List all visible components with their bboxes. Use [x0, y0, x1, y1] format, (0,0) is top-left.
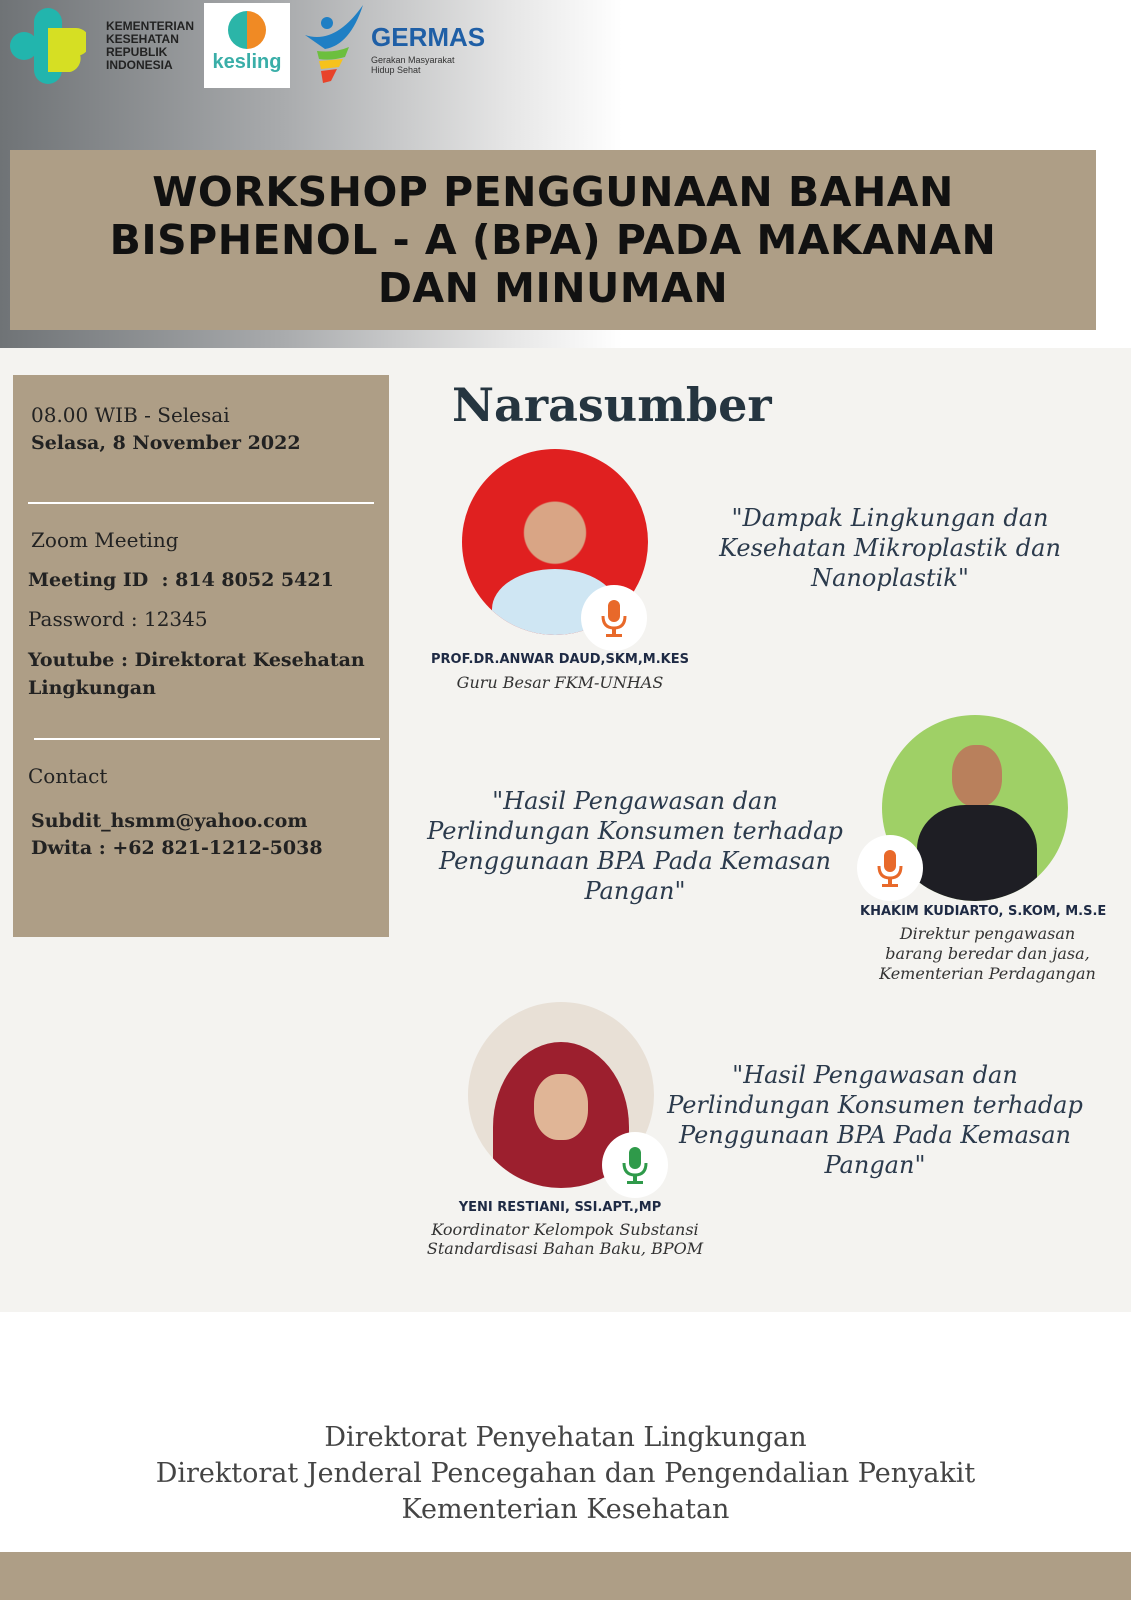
speaker-name: YENI RESTIANI, SSI.APT.,MP: [458, 1200, 662, 1215]
kesling-text: kesling: [212, 51, 282, 73]
contact-label: Contact: [28, 764, 108, 788]
title-banner: [10, 150, 1096, 330]
contact-phone[interactable]: Dwita : +62 821-1212-5038: [31, 837, 323, 859]
kesling-mark-icon: [228, 11, 266, 49]
footer-line: Direktorat Jenderal Pencegahan dan Pengendalian Penyakit: [155, 1458, 976, 1489]
microphone-icon: [581, 585, 647, 651]
kemenkes-mark-icon: [10, 8, 86, 84]
password: Password : 12345: [28, 607, 208, 631]
event-date: Selasa, 8 November 2022: [31, 432, 301, 454]
speaker-topic: "Hasil Pengawasan dan Perlindungan Konsumen terhadap Penggunaan BPA Pada Kemasan Pangan": [667, 1061, 1083, 1179]
germas-subtitle: Gerakan Masyarakat Hidup Sehat: [371, 55, 455, 75]
footer-organizer: [0, 1420, 1131, 1528]
speaker-name: KHAKIM KUDIARTO, S.KOM, M.S.E: [860, 904, 1107, 919]
kesling-logo: [204, 3, 290, 88]
bottom-bar: [0, 1552, 1131, 1600]
divider: [28, 502, 374, 504]
header: [0, 0, 1131, 348]
germas-logo: [305, 5, 485, 85]
speaker-topic: "Dampak Lingkungan dan Kesehatan Mikroplastik dan Nanoplastik": [719, 504, 1061, 592]
speakers-heading: Narasumber: [452, 378, 772, 432]
germas-text: GERMAS: [371, 22, 486, 52]
microphone-icon: [857, 835, 923, 901]
kemenkes-text: KEMENTERIAN KESEHATAN REPUBLIK INDONESIA: [106, 19, 195, 72]
germas-mark-icon: [305, 5, 367, 85]
event-time: 08.00 WIB - Selesai: [31, 403, 230, 427]
footer-line: Kementerian Kesehatan: [401, 1494, 730, 1525]
speaker-role: Guru Besar FKM-UNHAS: [456, 673, 664, 692]
platform-label: Zoom Meeting: [31, 528, 179, 552]
divider: [34, 738, 380, 740]
event-info-card: [13, 375, 389, 937]
meeting-id[interactable]: Meeting ID : 814 8052 5421: [28, 569, 334, 591]
youtube-channel[interactable]: Youtube : Direktorat Kesehatan Lingkungan: [28, 649, 365, 699]
speaker-role: Direktur pengawasan barang beredar dan jasa, Kementerian Perdagangan: [879, 924, 1096, 983]
footer-line: Direktorat Penyehatan Lingkungan: [324, 1422, 807, 1453]
speaker-name: PROF.DR.ANWAR DAUD,SKM,M.KES: [430, 652, 689, 667]
page-title: WORKSHOP PENGGUNAAN BAHAN BISPHENOL - A (BPA) PADA MAKANAN DAN MINUMAN: [109, 168, 997, 312]
speaker-role: Koordinator Kelompok Substansi Standardisasi Bahan Baku, BPOM: [426, 1220, 704, 1258]
kemenkes-logo: [10, 6, 195, 86]
speaker-topic: "Hasil Pengawasan dan Perlindungan Konsumen terhadap Penggunaan BPA Pada Kemasan Pangan": [427, 787, 843, 905]
microphone-icon: [602, 1132, 668, 1198]
contact-email[interactable]: Subdit_hsmm@yahoo.com: [31, 810, 308, 832]
